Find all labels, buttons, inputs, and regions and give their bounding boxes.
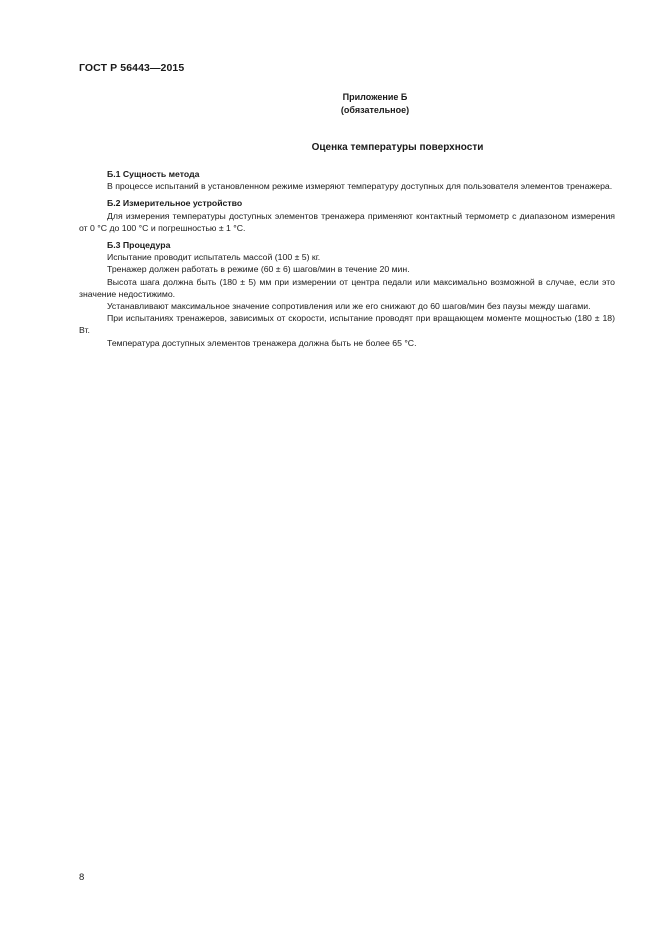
- section-heading: Б.1 Сущность метода: [107, 169, 200, 179]
- appendix-title: Оценка температуры поверхности: [311, 142, 484, 153]
- paragraph: Температура доступных элементов тренажера должна быть не более 65 °С.: [107, 337, 417, 348]
- document-body: [79, 168, 615, 354]
- paragraph: Для измерения температуры доступных элементов тренажера применяют контактный термометр с диапазоном измерения от 0 °С до 100 °С и погрешностью ± 1 °С.: [79, 210, 615, 233]
- section-heading: Б.3 Процедура: [107, 240, 171, 251]
- paragraph: Испытание проводит испытатель массой (100 ± 5) кг.: [107, 252, 321, 263]
- appendix-status: (обязательное): [340, 105, 410, 115]
- paragraph: Высота шага должна быть (180 ± 5) мм при измерении от центра педали или максимально возможной в случае, если это значение недостижимо.: [79, 276, 615, 299]
- paragraph: Тренажер должен работать в режиме (60 ± 6) шагов/мин в течение 20 мин.: [107, 264, 410, 275]
- section-b3: [79, 239, 615, 349]
- appendix-label: Приложение Б: [342, 92, 408, 102]
- document-code: ГОСТ Р 56443—2015: [79, 62, 185, 74]
- section-b2: [79, 197, 615, 234]
- paragraph: В процессе испытаний в установленном режиме измеряют температуру доступных для пользователя элементов тренажера.: [107, 181, 613, 192]
- appendix-heading: [230, 91, 520, 117]
- paragraph: Устанавливают максимальное значение сопротивления или же его снижают до 60 шагов/мин без паузы между шагами.: [107, 301, 591, 312]
- page-number: 8: [79, 872, 85, 883]
- section-b1: [79, 168, 615, 192]
- section-heading: Б.2 Измерительное устройство: [107, 198, 243, 209]
- paragraph: При испытаниях тренажеров, зависимых от скорости, испытание проводят при вращающем моменте мощностью (180 ± 18) Вт.: [79, 313, 615, 336]
